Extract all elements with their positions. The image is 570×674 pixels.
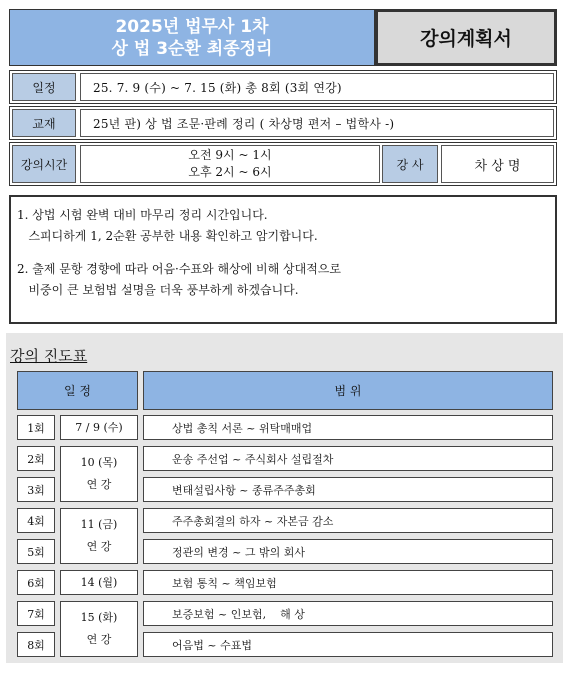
session-date [60,446,138,502]
description-line: 스피디하게 1, 2순환 공부한 내용 확인하고 암기합니다. [17,229,318,243]
description-line: 2. 출제 문항 경향에 따라 어음·수표와 해상에 비해 상대적으로 [17,262,341,276]
textbook-row [9,106,557,140]
session-number: 5회 [17,539,55,564]
course-title-box [9,9,375,66]
session-range: 정관의 변경 ~ 그 밖의 회사 [143,539,553,564]
session-number: 2회 [17,446,55,471]
textbook-label: 교재 [12,109,76,137]
session-date-text: 7 / 9 (수) [75,420,123,434]
session-range: 상법 총칙 서론 ~ 위탁매매업 [143,415,553,440]
session-date [60,508,138,564]
session-number: 4회 [17,508,55,533]
session-date-text: 14 (월) [80,575,118,589]
description-line: 비중이 큰 보험법 설명을 더욱 풍부하게 하겠습니다. [17,283,299,297]
schedule-range-header: 범 위 [143,371,553,410]
session-date-text: 15 (화) [80,611,118,624]
description-line: 1. 상법 시험 완벽 대비 마무리 정리 시간입니다. [17,208,268,222]
lecture-time-label: 강의시간 [12,145,76,183]
lecture-time-row [9,142,557,186]
document-type-label: 강의계획서 [420,28,512,50]
session-date-note: 연 강 [86,478,112,491]
document-type-box [375,9,557,66]
session-range: 어음법 ~ 수표법 [143,632,553,657]
period-row [9,70,557,104]
course-title-line1: 2025년 법무사 1차 [115,16,269,37]
lecture-time-afternoon: 오후 2시 ~ 6시 [188,165,272,179]
session-date [60,415,138,440]
session-number: 7회 [17,601,55,626]
textbook-value: 25년 판) 상 법 조문·판례 정리 ( 차상명 편저 – 법학사 -) [80,109,554,137]
session-number: 3회 [17,477,55,502]
lecturer-name: 차 상 명 [441,145,554,183]
session-date-text: 10 (목) [80,456,118,469]
session-number: 8회 [17,632,55,657]
lecture-time-morning: 오전 9시 ~ 1시 [188,148,272,162]
session-range: 보험 통칙 ~ 책임보험 [143,570,553,595]
session-range: 보증보험 ~ 인보험, 해 상 [143,601,553,626]
session-number: 1회 [17,415,55,440]
session-date-note: 연 강 [86,633,112,646]
session-range: 변태설립사항 ~ 종류주주총회 [143,477,553,502]
course-title-line2: 상 법 3순환 최종정리 [111,38,273,59]
session-date-note: 연 강 [86,540,112,553]
session-number: 6회 [17,570,55,595]
period-value: 25. 7. 9 (수) ~ 7. 15 (화) 총 8회 (3회 연강) [80,73,554,101]
lecturer-label: 강 사 [382,145,438,183]
session-range: 운송 주선업 ~ 주식회사 설립절차 [143,446,553,471]
session-date-text: 11 (금) [80,518,118,531]
session-date [60,601,138,657]
course-description [9,195,557,324]
period-label: 일정 [12,73,76,101]
session-date [60,570,138,595]
schedule-title: 강의 진도표 [10,347,88,365]
schedule-date-header: 일 정 [17,371,138,410]
session-range: 주주총회결의 하자 ~ 자본금 감소 [143,508,553,533]
lecture-time-value [80,145,380,183]
